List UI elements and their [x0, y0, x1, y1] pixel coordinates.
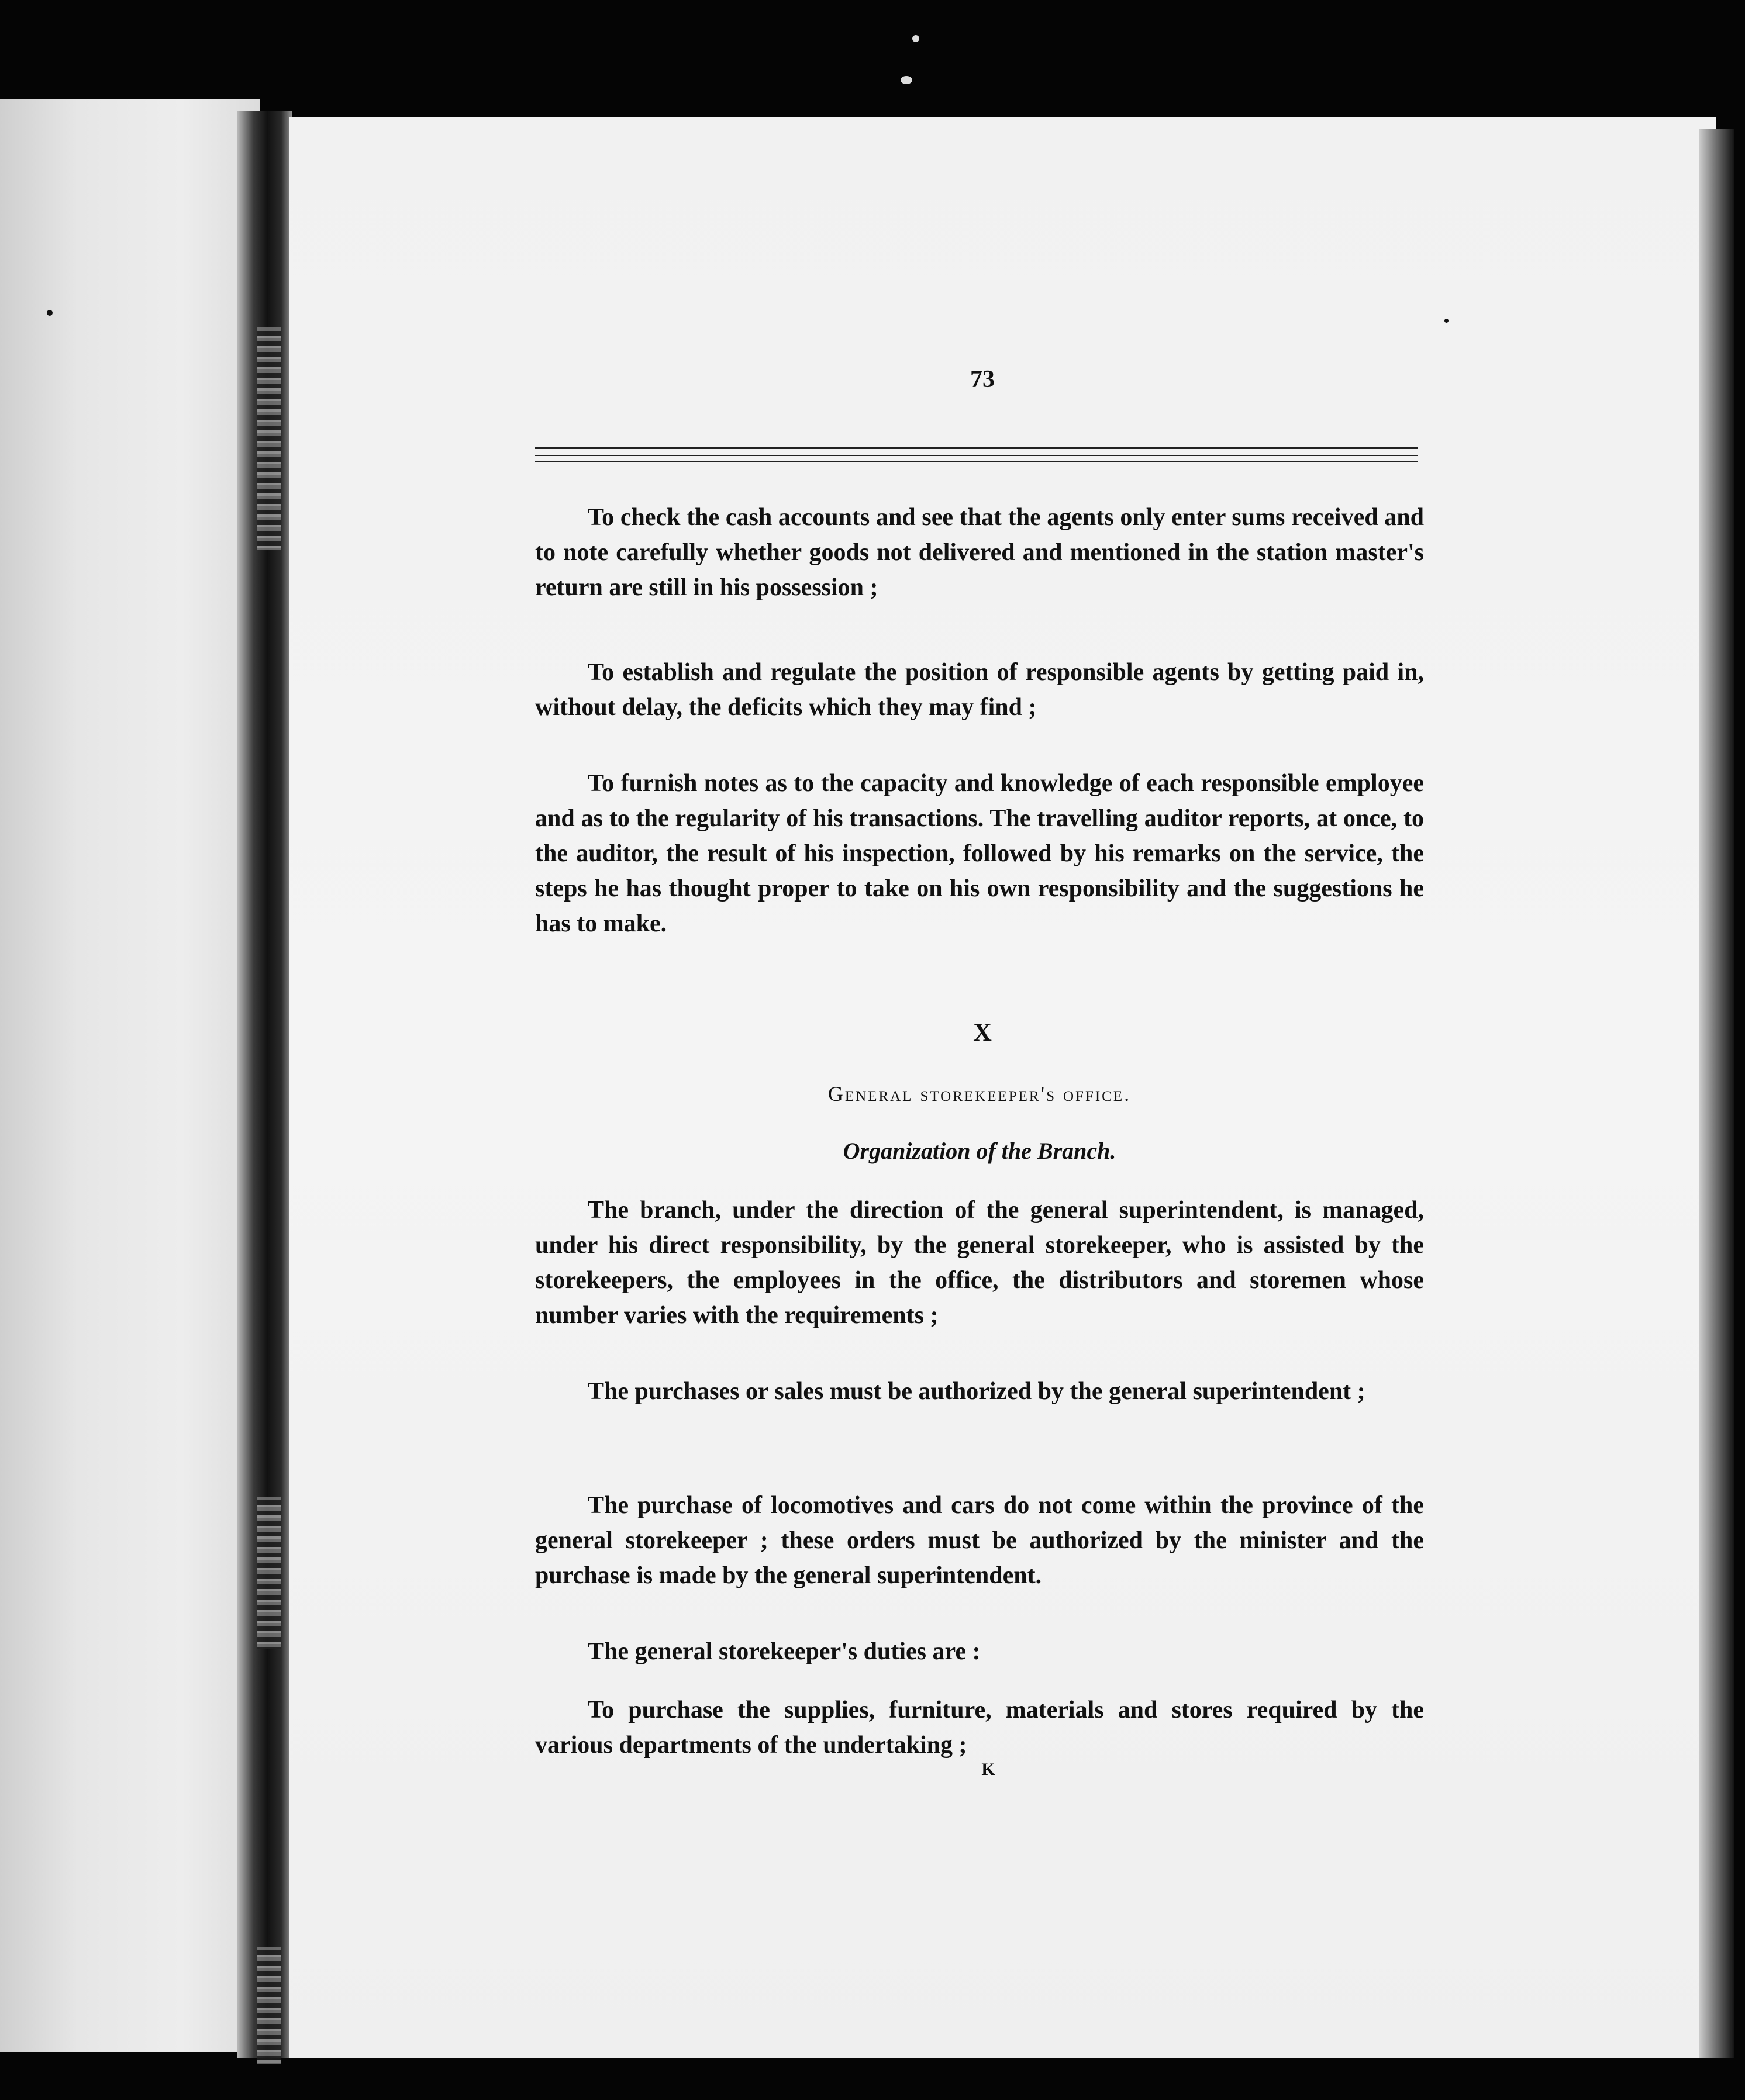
left-facing-page [0, 99, 260, 2052]
paragraph: To furnish notes as to the capacity and knowledge of each responsible employee and as to the regularity of his transactions. The travelling auditor reports, at once, to the auditor, the result of his inspection, followed by his remarks on the service, the steps he has thought proper to take on his own responsibility and the suggestions he has to make. [535, 770, 1424, 937]
gutter-wear-mark [257, 327, 281, 550]
gutter-wear-mark [257, 1947, 281, 2064]
paragraph: To establish and regulate the position of responsible agents by getting paid in, without delay, the deficits which they may find ; [535, 659, 1424, 721]
paragraph: The purchase of locomotives and cars do not come within the province of the general storekeeper ; these orders must be authorized by the minister and the purchase is made by the general superintendent. [535, 1492, 1424, 1589]
section-title: General storekeeper's office. [827, 1082, 1132, 1106]
scan-speck [901, 76, 912, 84]
signature-mark: K [981, 1760, 995, 1779]
page-edge [1699, 129, 1734, 2058]
scan-speck [912, 35, 919, 42]
paragraph: To check the cash accounts and see that the agents only enter sums received and to note carefully whether goods not delivered and mentioned in the station master's return are still in his possession ; [535, 504, 1424, 601]
header-rule [535, 455, 1418, 456]
scan-speck [47, 310, 53, 316]
paragraph: The general storekeeper's duties are : [588, 1638, 981, 1665]
paragraph: The purchases or sales must be authorized by the general superintendent ; [588, 1378, 1365, 1405]
paragraph: To purchase the supplies, furniture, materials and stores required by the various departments of the undertaking ; [535, 1697, 1424, 1759]
paragraph: The branch, under the direction of the general superintendent, is managed, under his direct responsibility, by the general storekeeper, who is assisted by the storekeepers, the employees in the office, the distributors and storemen whose number varies with the requirements ; [535, 1197, 1424, 1329]
scan-speck [1444, 319, 1449, 323]
gutter-wear-mark [257, 1497, 281, 1649]
section-number: X [973, 1018, 992, 1046]
header-rule [535, 447, 1418, 449]
header-rule [535, 461, 1418, 462]
page-number: 73 [970, 366, 995, 393]
section-subtitle: Organization of the Branch. [843, 1138, 1116, 1164]
